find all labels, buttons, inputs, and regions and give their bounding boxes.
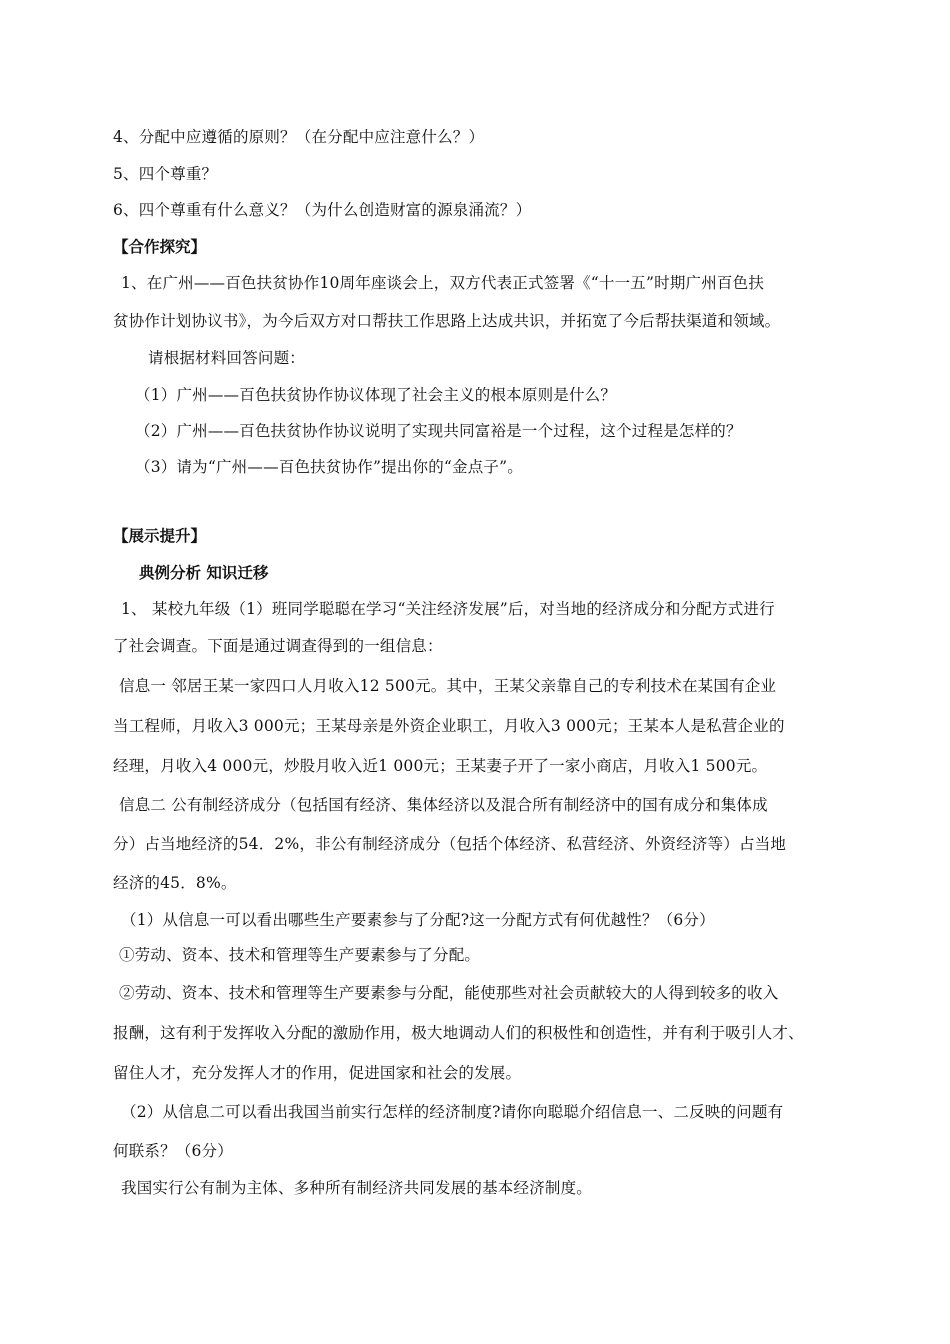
hezuo-question-2: （2）广州——百色扶贫协作协议说明了实现共同富裕是一个过程，这个过程是怎样的？ <box>135 422 742 440</box>
section-heading-hezuo: 【合作探究】 <box>113 238 207 256</box>
case-line: 信息一 邻居王某一家四口人月收入12 500元。其中，王某父亲靠自己的专利技术在某国有企业 <box>119 677 777 695</box>
case-line: 信息二 公有制经济成分（包括国有经济、集体经济以及混合所有制经济中的国有成分和集体成 <box>119 796 768 814</box>
question-item-4: 4、分配中应遵循的原则？（在分配中应注意什么？） <box>113 128 485 146</box>
hezuo-question-3: （3）请为“广州——百色扶贫协作”提出你的“金点子”。 <box>135 458 523 476</box>
case-line: 何联系？（6分） <box>113 1142 233 1160</box>
case-line: 了社会调查。下面是通过调查得到的一组信息： <box>113 637 443 655</box>
case-line: （2）从信息二可以看出我国当前实行怎样的经济制度?请你向聪聪介绍信息一、二反映的问题有 <box>121 1103 784 1121</box>
case-line: ①劳动、资本、技术和管理等生产要素参与了分配。 <box>119 946 481 964</box>
case-line: ②劳动、资本、技术和管理等生产要素参与分配，能使那些对社会贡献较大的人得到较多的收入 <box>119 984 779 1002</box>
case-line: 我国实行公有制为主体、多种所有制经济共同发展的基本经济制度。 <box>121 1179 593 1197</box>
case-line: 经济的45．8%。 <box>113 874 237 892</box>
case-line: 留住人才，充分发挥人才的作用，促进国家和社会的发展。 <box>113 1064 522 1082</box>
question-item-6: 6、四个尊重有什么意义？（为什么创造财富的源泉涌流？） <box>113 201 532 219</box>
case-line: 分）占当地经济的54．2%，非公有制经济成分（包括个体经济、私营经济、外资经济等）占当地 <box>113 835 787 853</box>
case-line: 1、 某校九年级（1）班同学聪聪在学习“关注经济发展”后，对当地的经济成分和分配方式进行 <box>121 600 775 618</box>
section-subheading: 典例分析 知识迁移 <box>139 564 269 582</box>
hezuo-para-line-1: 1、在广州——百色扶贫协作10周年座谈会上，双方代表正式签署《“十一五”时期广州百色扶 <box>121 274 765 292</box>
question-item-5: 5、四个尊重？ <box>113 165 218 183</box>
hezuo-prompt: 请根据材料回答问题： <box>148 349 306 367</box>
section-heading-zhanshi: 【展示提升】 <box>113 527 207 545</box>
case-line: 经理，月收入4 000元，炒股月收入近1 000元；王某妻子开了一家小商店，月收入1 500元。 <box>113 757 768 775</box>
case-line: 报酬，这有利于发挥收入分配的激励作用，极大地调动人们的积极性和创造性，并有利于吸引人才、 <box>113 1024 804 1042</box>
case-line: （1）从信息一可以看出哪些生产要素参与了分配?这一分配方式有何优越性？（6分） <box>121 911 715 929</box>
hezuo-question-1: （1）广州——百色扶贫协作协议体现了社会主义的根本原则是什么？ <box>135 386 617 404</box>
hezuo-para-line-2: 贫协作计划协议书》，为今后双方对口帮扶工作思路上达成共识，并拓宽了今后帮扶渠道和领域。 <box>113 312 781 330</box>
case-line: 当工程师，月收入3 000元；王某母亲是外资企业职工，月收入3 000元；王某本人是私营企业的 <box>113 717 785 735</box>
